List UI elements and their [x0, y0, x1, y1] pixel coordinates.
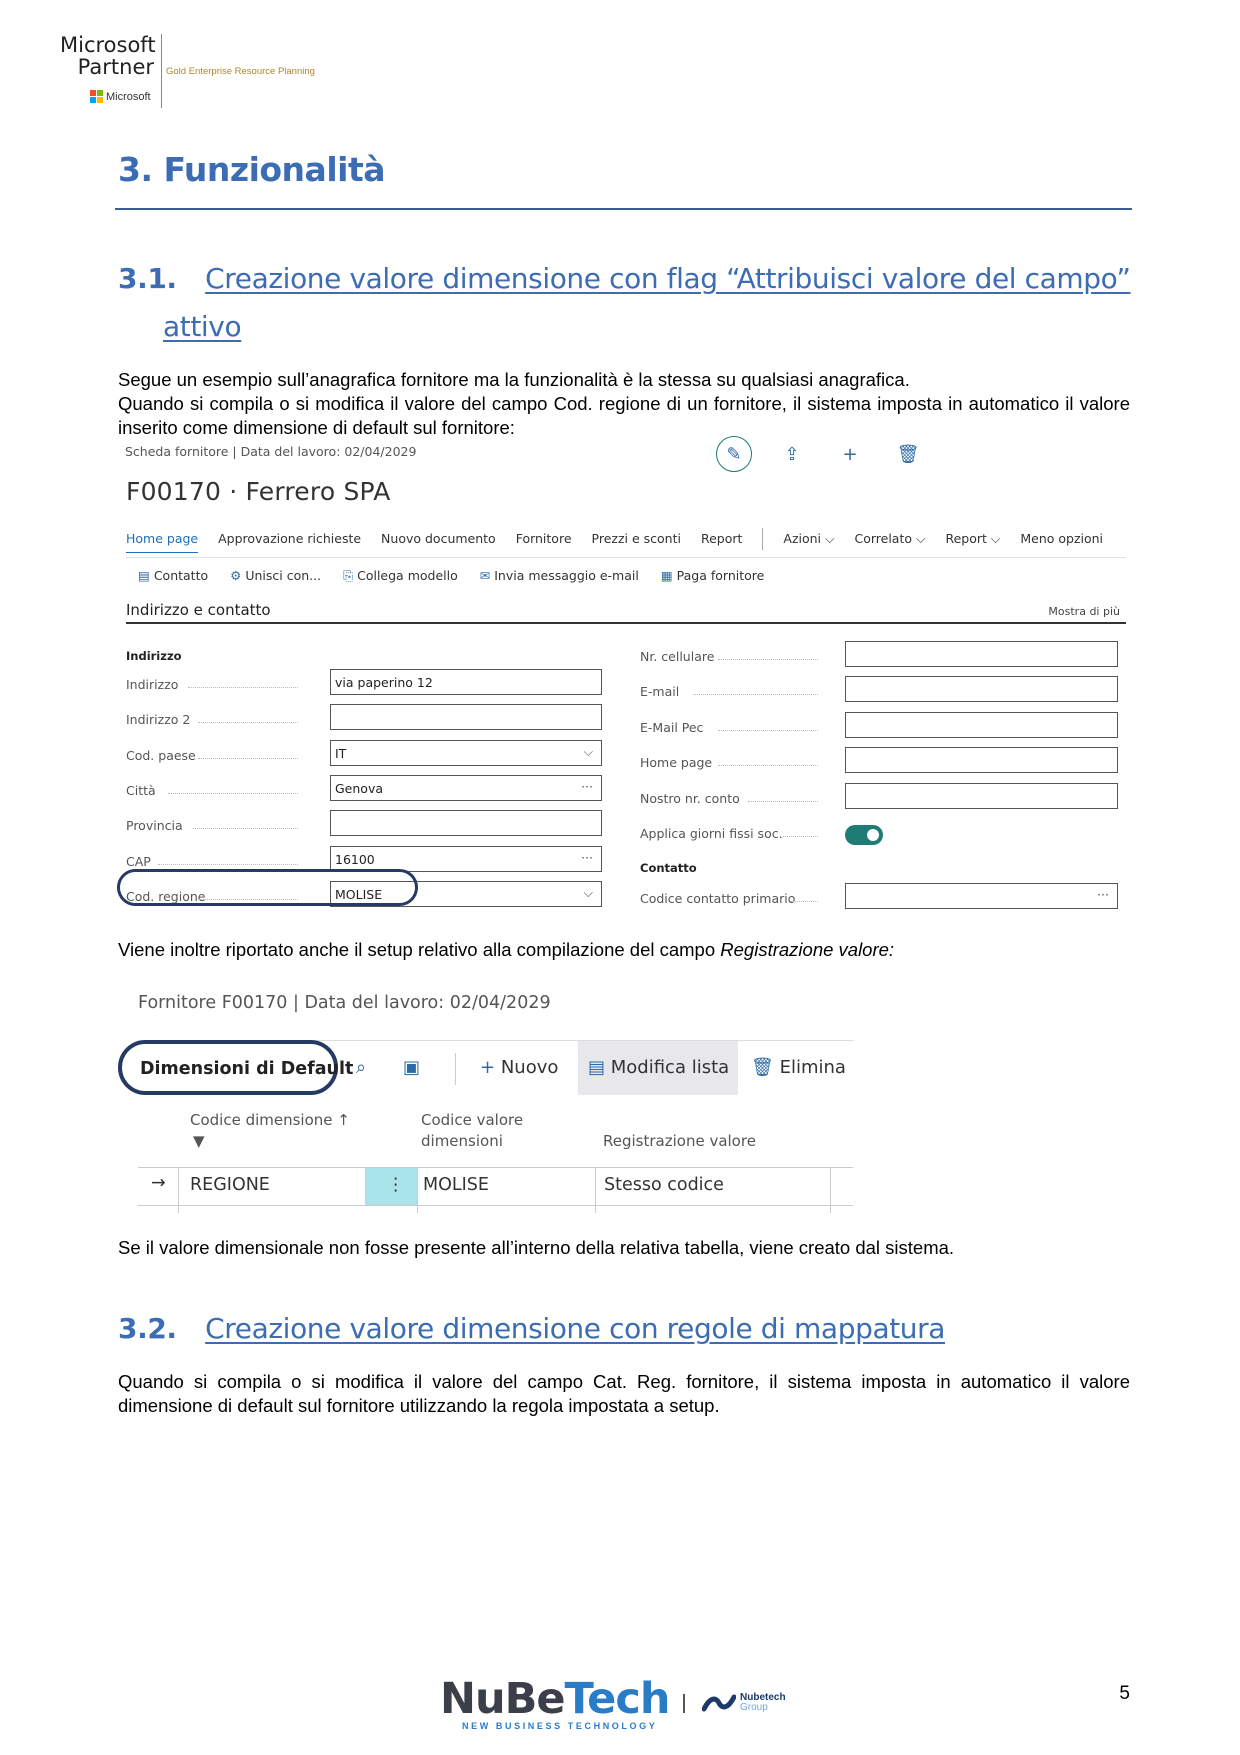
delete-button[interactable]: 🗑 Elimina: [751, 1057, 846, 1078]
edit-icon[interactable]: ✎: [716, 436, 752, 472]
highlight-oval: [117, 869, 418, 906]
logo-divider: [161, 34, 162, 108]
edit-list-button[interactable]: ▤ Modifica lista: [588, 1057, 730, 1078]
tab-default-dimensions[interactable]: Dimensioni di Default: [140, 1059, 354, 1079]
menu-reports[interactable]: Report ⌵: [945, 531, 1001, 546]
edit-list-icon: ▤: [588, 1057, 606, 1078]
windows-icon: [90, 90, 103, 103]
show-more-link[interactable]: Mostra di più: [1048, 605, 1120, 618]
menu-fewer-options[interactable]: Meno opzioni: [1020, 531, 1104, 546]
search-icon[interactable]: ⌕: [356, 1057, 367, 1078]
field-label: E-mail: [640, 684, 680, 699]
section-3-1-heading-cont: attivo: [163, 310, 242, 343]
leader-dots: [718, 765, 818, 767]
paragraph: Quando si compila o si modifica il valore del campo Cat. Reg. fornitore, il sistema imposta in automatico il valore dimensione di default sul fornitore utilizzando la regola impostata a setup.: [118, 1371, 1130, 1416]
postcode-field[interactable]: 16100 ···: [330, 846, 602, 872]
partner-name: Microsoft Partner: [60, 33, 156, 79]
field-label: E-Mail Pec: [640, 720, 704, 735]
menu-related[interactable]: Correlato ⌵: [854, 531, 926, 546]
share-icon[interactable]: ⇪: [784, 443, 800, 465]
paragraph: Quando si compila o si modifica il valore del campo Cod. regione di un fornitore, il sistema imposta in automatico il valore inserito come dimensione di default sul fornitore:: [118, 393, 1130, 438]
mobile-field[interactable]: [845, 641, 1118, 667]
contact-subheading: Contatto: [640, 861, 697, 875]
wave-icon: [702, 1693, 736, 1713]
field-label: Provincia: [126, 818, 183, 833]
field-label: Indirizzo: [126, 677, 179, 692]
breadcrumb: Scheda fornitore | Data del lavoro: 02/04/2029: [125, 444, 417, 459]
leader-dots: [748, 801, 818, 803]
lookup-icon: ···: [581, 779, 593, 794]
filter-icon: ▼: [193, 1132, 205, 1150]
action-email[interactable]: ✉ Invia messaggio e-mail: [479, 568, 639, 583]
column-header[interactable]: Registrazione valore: [603, 1132, 756, 1150]
leader-dots: [783, 836, 818, 838]
leader-dots: [693, 694, 818, 696]
action-contact[interactable]: ▤ Contatto: [138, 568, 209, 583]
page-number: 5: [1119, 1683, 1130, 1704]
leader-dots: [718, 730, 818, 732]
leader-dots: [168, 793, 298, 795]
heading-rule: [115, 208, 1132, 210]
leader-dots: [193, 828, 298, 830]
action-menu: [126, 531, 1126, 553]
promoted-actions: [138, 568, 786, 584]
lookup-icon: ···: [1097, 887, 1109, 902]
field-label: Codice contatto primario: [640, 891, 796, 906]
email-field[interactable]: [845, 676, 1118, 702]
menu-actions[interactable]: Azioni ⌵: [783, 531, 835, 546]
new-button[interactable]: + Nuovo: [480, 1057, 559, 1078]
email-icon: ✉: [479, 568, 491, 583]
logo-divider: [683, 1694, 685, 1713]
section-3-2-heading: 3.2. Creazione valore dimensione con regole di mappatura: [118, 1312, 945, 1345]
action-merge[interactable]: ⚙ Unisci con...: [230, 568, 322, 583]
menu-new-document[interactable]: Nuovo documento: [381, 531, 496, 546]
pec-email-field[interactable]: [845, 712, 1118, 738]
row-divider: [138, 1205, 853, 1206]
value-posting-cell[interactable]: Stesso codice: [604, 1175, 724, 1195]
ellipsis-icon[interactable]: ⋮: [387, 1175, 405, 1195]
home-page-field[interactable]: [845, 747, 1118, 773]
menu-prices[interactable]: Prezzi e sconti: [591, 531, 681, 546]
card-toolbar: [716, 436, 948, 472]
column-header[interactable]: Codice dimensione ↑ ▼: [190, 1111, 350, 1150]
column-divider: [178, 1167, 179, 1213]
leader-dots: [188, 687, 298, 689]
microsoft-partner-logo: [60, 33, 315, 110]
field-label: Cod. regione: [126, 889, 206, 904]
field-label: Applica giorni fissi soc.: [640, 826, 783, 841]
field-label: Città: [126, 783, 156, 798]
chevron-down-icon: ⌵: [583, 744, 593, 759]
field-label: Nostro nr. conto: [640, 791, 740, 806]
section-title: Indirizzo e contatto: [126, 601, 271, 619]
row-arrow-icon: →: [151, 1173, 166, 1193]
vendor-card-screenshot: [118, 436, 1130, 916]
primary-contact-field[interactable]: [845, 883, 1118, 909]
template-icon: ⎘: [343, 568, 354, 583]
column-header[interactable]: Codice valore dimensioni: [421, 1111, 524, 1150]
city-field[interactable]: Genova ···: [330, 775, 602, 801]
section-3-1-heading: 3.1. Creazione valore dimensione con flag “Attribuisci valore del campo”: [118, 262, 1131, 295]
plus-icon: +: [480, 1057, 496, 1078]
pay-icon: ▦: [660, 568, 673, 583]
fixed-days-toggle[interactable]: [845, 825, 883, 845]
menu-vendor[interactable]: Fornitore: [515, 531, 572, 546]
default-dimensions-screenshot: [118, 985, 848, 1215]
nubetech-logo: [440, 1674, 800, 1731]
paragraph: Se il valore dimensionale non fosse presente all’interno della relativa tabella, viene creato dal sistema.: [118, 1237, 955, 1258]
section-divider: [126, 622, 1126, 624]
address2-field[interactable]: [330, 704, 602, 730]
row-divider: [138, 1167, 853, 1168]
page-title: F00170 · Ferrero SPA: [126, 477, 391, 506]
leader-dots: [718, 659, 818, 661]
leader-dots: [158, 864, 298, 866]
field-label: Cod. paese: [126, 748, 196, 763]
menu-approval[interactable]: Approvazione richieste: [218, 531, 362, 546]
filter-pane-icon[interactable]: ▣: [403, 1057, 421, 1078]
action-pay[interactable]: ▦ Paga fornitore: [660, 568, 765, 583]
address-field[interactable]: via paperino 12: [330, 669, 602, 695]
delete-icon[interactable]: 🗑: [896, 443, 920, 465]
contact-icon: ▤: [138, 568, 150, 583]
field-label: Home page: [640, 755, 713, 770]
dimension-code-cell[interactable]: REGIONE: [190, 1175, 270, 1195]
chapter-heading: 3. Funzionalità: [118, 150, 385, 189]
brand-tagline: NEW BUSINESS TECHNOLOGY: [462, 1721, 658, 1731]
lookup-icon: ···: [581, 850, 593, 865]
menu-home[interactable]: Home page: [126, 531, 198, 553]
column-divider: [830, 1167, 831, 1213]
region-code-select[interactable]: MOLISE ⌵: [330, 881, 602, 907]
paragraph: Segue un esempio sull’anagrafica fornitore ma la funzionalità è la stessa su qualsiasi anagrafica.: [118, 369, 910, 390]
menu-report[interactable]: Report: [700, 531, 743, 546]
nubetech-group-logo: Nubetech Group: [702, 1693, 786, 1713]
toolbar-separator: [455, 1053, 456, 1085]
breadcrumb: Fornitore F00170 | Data del lavoro: 02/04/2029: [138, 993, 551, 1013]
add-icon[interactable]: +: [842, 443, 858, 465]
paragraph: Viene inoltre riportato anche il setup relativo alla compilazione del campo Registrazione valore:: [118, 939, 895, 960]
brand-wordmark: NuBeTech: [440, 1674, 670, 1724]
our-account-field[interactable]: [845, 783, 1118, 809]
dimension-value-cell[interactable]: MOLISE: [423, 1175, 489, 1195]
field-label: Indirizzo 2: [126, 712, 191, 727]
chevron-down-icon: ⌵: [583, 885, 593, 900]
merge-icon: ⚙: [230, 568, 242, 583]
leader-dots: [198, 758, 298, 760]
action-template[interactable]: ⎘ Collega modello: [343, 568, 458, 583]
province-field[interactable]: [330, 810, 602, 836]
gold-erp-label: Gold Enterprise Resource Planning: [166, 66, 315, 77]
address-subheading: Indirizzo: [126, 649, 182, 663]
leader-dots: [198, 722, 298, 724]
field-label: Nr. cellulare: [640, 649, 715, 664]
menu-separator: [762, 528, 763, 550]
leader-dots: [790, 901, 818, 903]
microsoft-small-logo: Microsoft: [90, 90, 151, 103]
menu-divider: [126, 557, 1126, 558]
column-divider: [595, 1167, 596, 1213]
country-code-select[interactable]: IT ⌵: [330, 740, 602, 766]
trash-icon: 🗑: [751, 1057, 774, 1078]
field-label: CAP: [126, 854, 151, 869]
column-divider: [417, 1167, 418, 1213]
